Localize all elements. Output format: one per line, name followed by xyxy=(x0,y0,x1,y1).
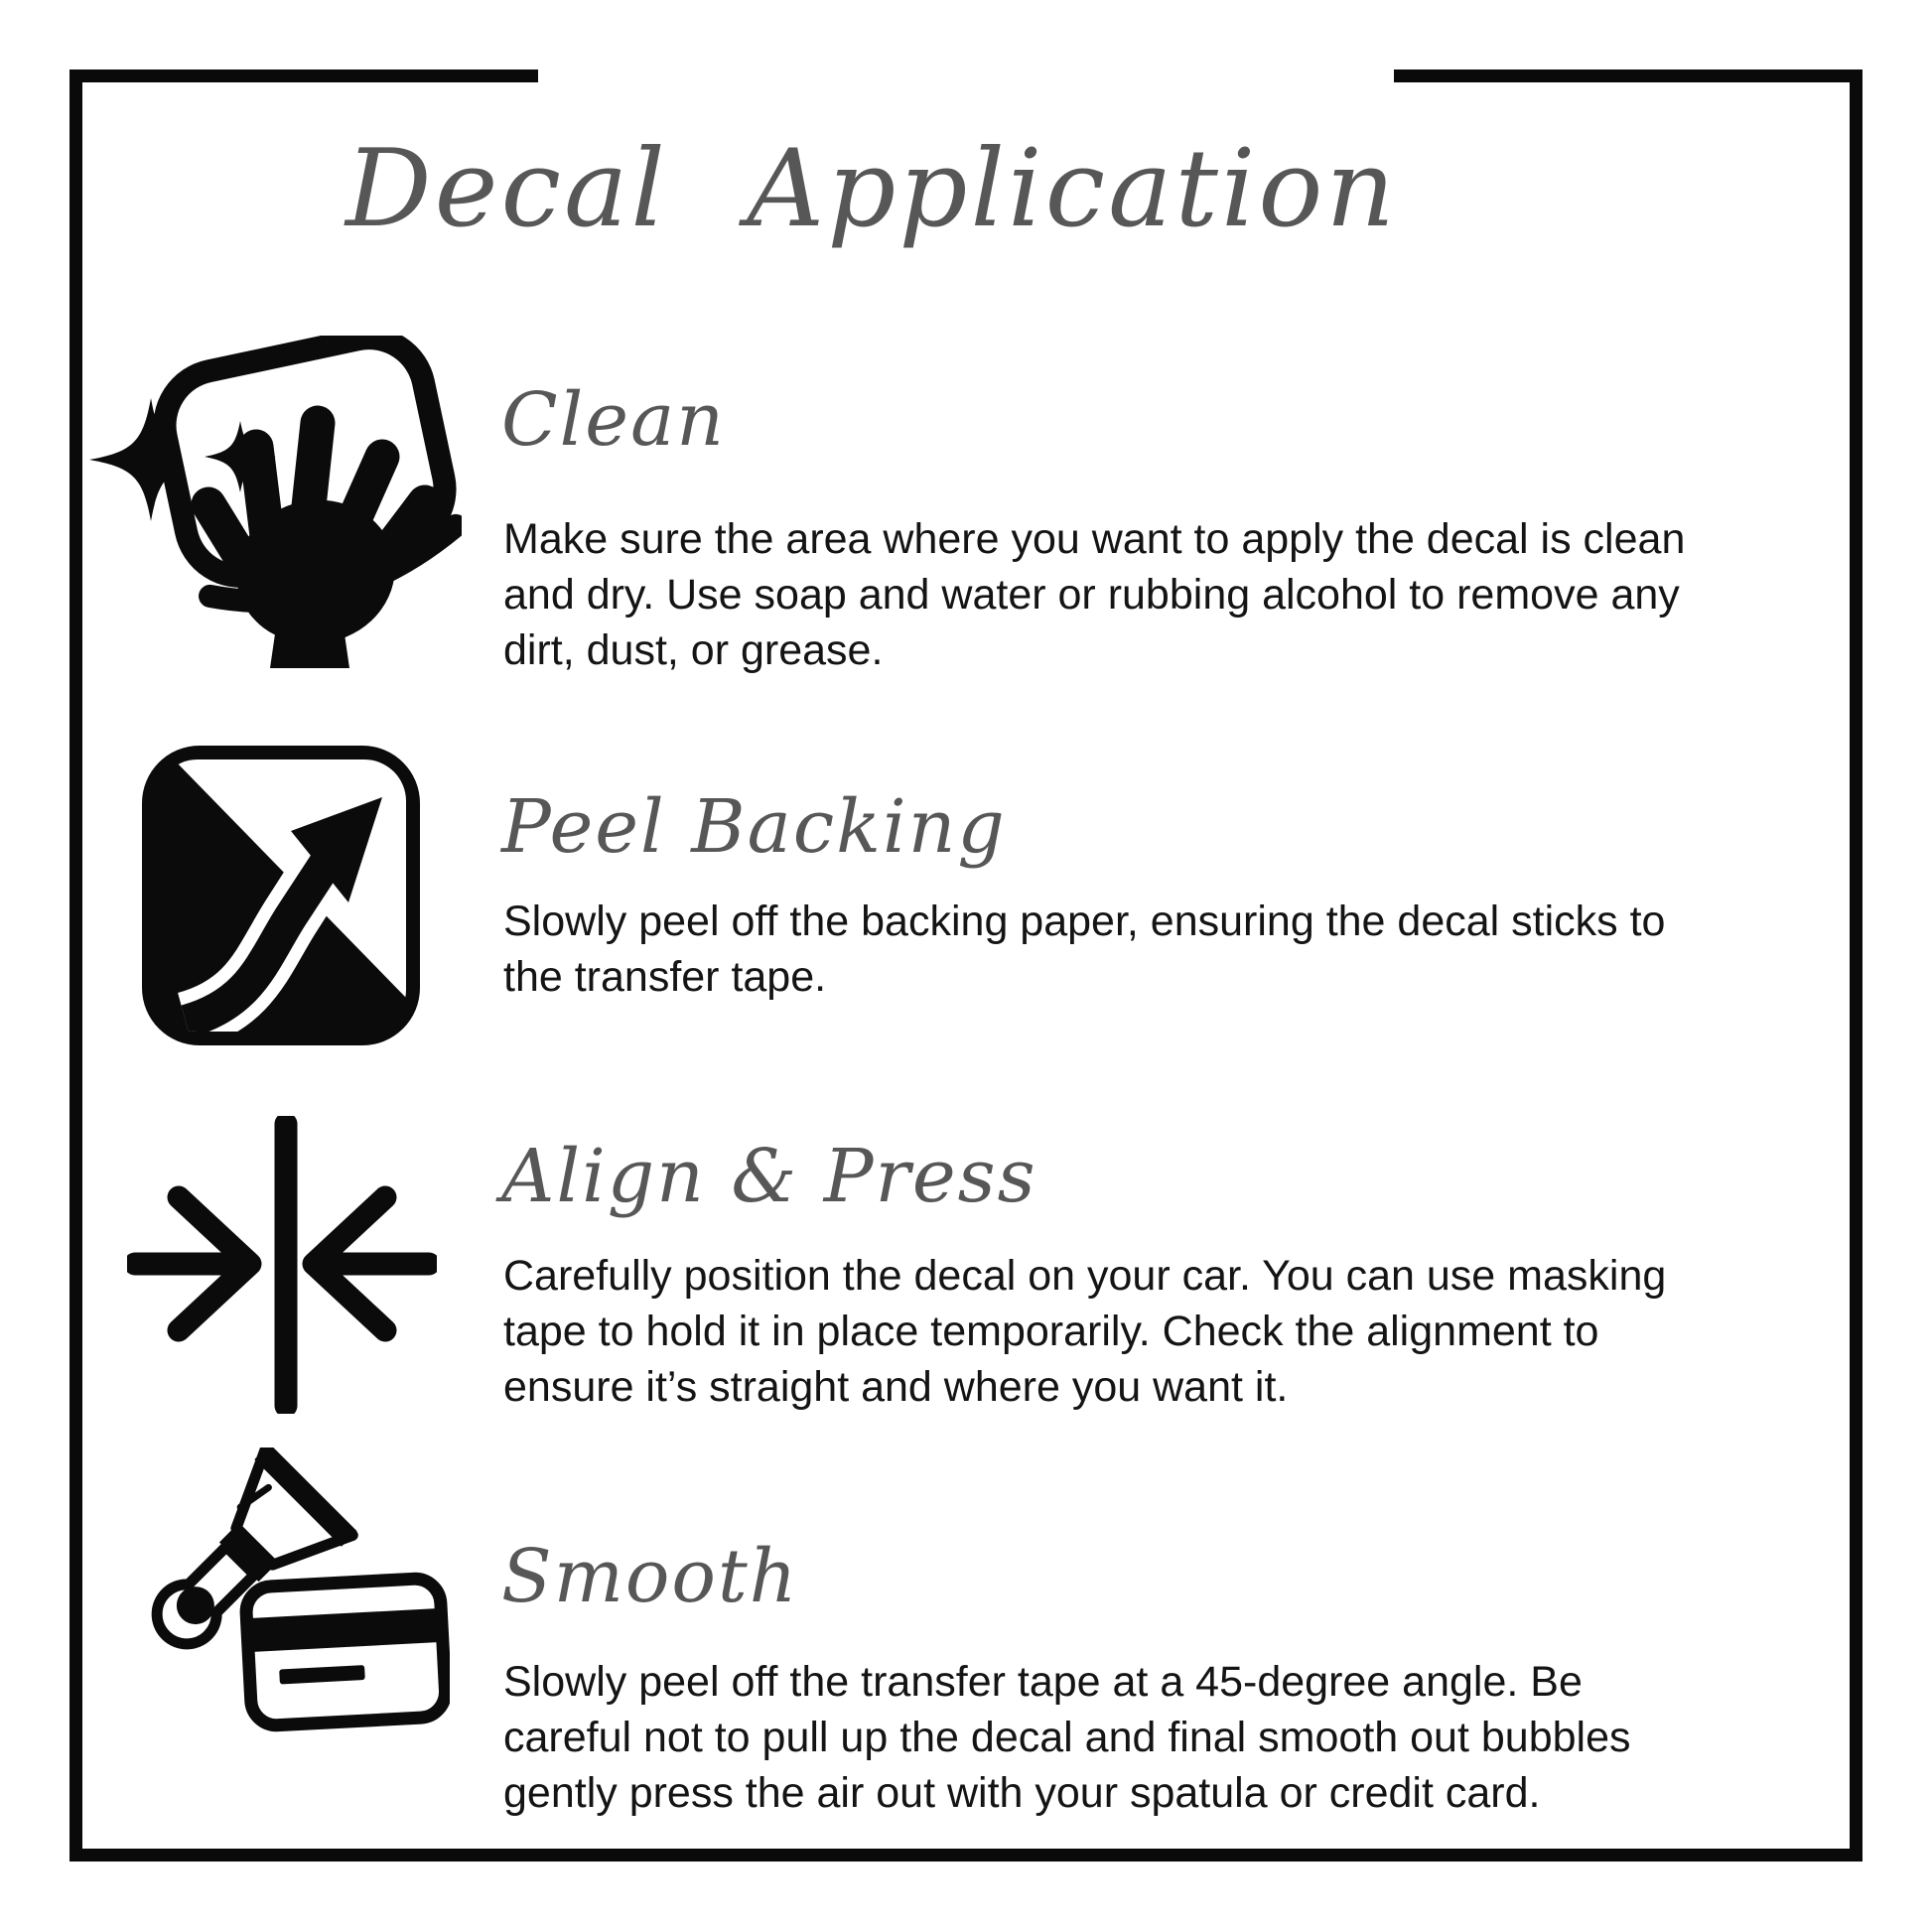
body-line: Carefully position the decal on your car. You can use masking xyxy=(503,1252,1667,1300)
peel-backing-icon xyxy=(134,738,428,1053)
body-line: careful not to pull up the decal and final smooth out bubbles xyxy=(503,1714,1631,1761)
body-line: dirt, dust, or grease. xyxy=(503,626,884,674)
section-heading-clean: Clean xyxy=(501,377,726,463)
body-line: tape to hold it in place temporarily. Check the alignment to xyxy=(503,1308,1599,1355)
body-line: Slowly peel off the backing paper, ensuring the decal sticks to xyxy=(503,897,1666,945)
body-line: gently press the air out with your spatula or credit card. xyxy=(503,1769,1541,1817)
body-line: Make sure the area where you want to apply the decal is clean xyxy=(503,515,1686,563)
body-line: Slowly peel off the transfer tape at a 45-degree angle. Be xyxy=(503,1658,1583,1706)
section-body-peel-backing xyxy=(503,894,1665,1005)
page-title: Decal Application xyxy=(345,127,1398,251)
align-press-icon xyxy=(127,1116,437,1414)
body-line: the transfer tape. xyxy=(503,953,827,1001)
body-line: and dry. Use soap and water or rubbing alcohol to remove any xyxy=(503,571,1680,619)
section-body-smooth xyxy=(503,1654,1631,1821)
section-heading-peel-backing: Peel Backing xyxy=(501,784,1007,870)
body-line: ensure it’s straight and where you want it. xyxy=(503,1363,1289,1411)
section-heading-align-press: Align & Press xyxy=(501,1134,1037,1219)
section-heading-smooth: Smooth xyxy=(501,1534,799,1619)
section-body-align-press xyxy=(503,1248,1666,1415)
smooth-spatula-card-icon xyxy=(127,1448,450,1737)
clean-sparkle-hand-icon xyxy=(89,336,462,668)
frame-top-gap xyxy=(538,64,1394,89)
section-body-clean xyxy=(503,511,1685,678)
